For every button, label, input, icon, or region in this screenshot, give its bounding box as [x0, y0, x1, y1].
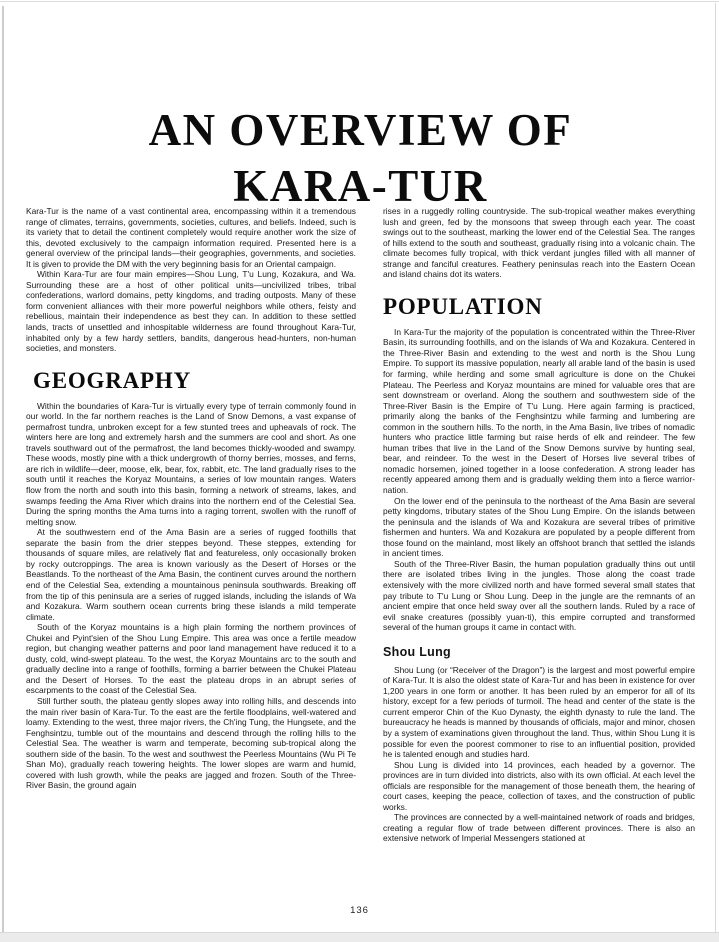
- geography-continuation-paragraph: rises in a ruggedly rolling countryside. The sub-tropical weather makes everything lush and green, fed by the monsoons that sweep through each year. The coast swings out to the southeast, marking the lower end of the Celestial Sea. The ranges of hills extend to the south and southeast, gradually rising into a volcanic chain. The climate becomes fully tropical, with thick verdant jungles filled with all manner of strange and fanciful creatures. Feathery peninsulas reach into the Eastern Ocean and island chains dot its waters.: [383, 206, 695, 280]
- shou-lung-paragraph: Shou Lung (or “Receiver of the Dragon”) is the largest and most powerful empire of Kara-Tur. It is also the oldest state of Kara-Tur and has been in existence for over 1,200 years in one form or another. It has been ruled by an emperor for all of its history, except for a few periods of turmoil. The head and center of the state is the current emperor Chin of the Kuo Dynasty, the eighth dynasty to rule the land. The bureaucracy he heads is manned by thousands of officials, major and minor, chosen by a system of examinations given throughout the land. Thus, within Shou Lung it is possible for even the poorest commoner to rise to an influential position, provided he is talented enough and studies hard.: [383, 664, 695, 760]
- shou-lung-paragraph: Shou Lung is divided into 14 provinces, each headed by a governor. The provinces are in turn divided into districts, also with its own official. At each level the officials are responsible for the management of those beneath them, the hearing of court cases, keeping the peace, collection of taxes, and the construction of public works.: [383, 759, 695, 812]
- page-edge-left: [2, 6, 4, 936]
- page-title-line1: AN OVERVIEW OF: [148, 105, 573, 156]
- shou-lung-heading: Shou Lung: [383, 644, 451, 659]
- intro-paragraph: Kara-Tur is the name of a vast continental area, encompassing within it a tremendous range of climates, terrains, governments, societies, cultures, and beliefs. Indeed, such is its variety that to detail the continent completely would require another work the size of this, devoted exclusively to the campaign information required. Presented here is a general overview of the principal lands—their geographies, governments, and societies. It is given to provide the DM with the very beginning basis for an Oriental campaign.: [26, 206, 356, 269]
- population-heading: POPULATION: [383, 293, 543, 319]
- geography-paragraph: South of the Koryaz mountains is a high plain forming the northern provinces of Chukei and Pyint'sien of the Shou Lung Empire. This area was once a fertile meadow region, but changing weather patterns and poor land management have reduced it to a dusty, cold, wind-swept plateau. To the west, the Koryaz Mountains arc to the south and gradually decline into a range of foothills, forming a barrier between the Chukei Plateau and the Desert of Horses. To the east the plateau drops in an abrupt series of escarpments to the coast of the Celestial Sea.: [26, 622, 356, 696]
- population-paragraph: South of the Three-River Basin, the human population gradually thins out until there are isolated tribes living in the jungles. Those along the coast trade extensively with the more civilized north and have formed several small states that pay tribute to T'u Lung or Shou Lung. Deep in the jungle are the remnants of an ancient empire that once held sway over all the southern lands. Ruled by a race of evil snake creatures (possibly yuan-ti), this empire corrupted and transformed several of the human groups it came in contact with.: [383, 558, 695, 633]
- right-column: [383, 206, 695, 844]
- page-number: 136: [350, 905, 369, 916]
- shou-lung-paragraph: The provinces are connected by a well-maintained network of roads and bridges, creating a regular flow of trade between different provinces. There is also an extensive network of Imperial Messengers stationed at: [383, 812, 695, 844]
- page-title-line2: KARA-TUR: [233, 161, 488, 212]
- page-edge-bottom: [0, 932, 719, 942]
- intro-paragraph: Within Kara-Tur are four main empires—Shou Lung, T'u Lung, Kozakura, and Wa. Surrounding these are a host of other political units—uncivilized tribes, tribal confederations, warlord domains, petty kingdoms, and trading outposts. Many of these form convenient alliances with their more powerful neighbors while others, feisty and rebellious, maintain their independence as best they can. In addition to these settled lands, tracts of unsettled and inhospitable wilderness are found throughout Kara-Tur, inhabited only by a few hardy settlers, bandits, dangerous head-hunters, non-human societies, and monsters.: [26, 269, 356, 354]
- page-edge-top: [0, 1, 719, 2]
- geography-paragraph: At the southwestern end of the Ama Basin are a series of rugged foothills that separate the basin from the drier steppes beyond. These steppes, extending for thousands of square miles, are relatively flat and featureless, only occasionally broken by rocky outcroppings. The area is known variously as the Desert of Horses or the Beastlands. To the northeast of the Ama Basin, the continent curves around the northern end of the Celestial Sea, extending a mountainous peninsula southwards. Breaking off from the tip of this peninsula are a series of rugged islands, including the islands of Wa and Kozakura. Warm southern ocean currents bring these islands a mild temperate climate.: [26, 527, 356, 622]
- geography-heading: GEOGRAPHY: [33, 367, 191, 393]
- population-paragraph: On the lower end of the peninsula to the northeast of the Ama Basin are several petty kingdoms, tributary states of the Shou Lung Empire. On the islands between the peninsula and the islands of Wa and Kozakura are several tribes of primitive fishermen and hunters. Wa and Kozakura are populated by a people different from those found on the mainland, most likely an offshoot branch that settled the islands in ancient times.: [383, 495, 695, 559]
- page-title: [26, 102, 695, 214]
- geography-paragraph: Still further south, the plateau gently slopes away into rolling hills, and descends into the main river basin of Kara-Tur. To the east are the fertile floodplains, well-watered and loamy. Extending to the west, three major rivers, the Ch'ing Tung, the Hungsete, and the Fenghsintzu, tumble out of the mountains and descend through the rolling hills to the Celestial Sea. The weather is warm and temperate, becoming sub-tropical along the southern side of the basin. To the west and southwest the Peerless Mountains (Wu Pi Te Shan Mo), gradually reach towering heights. The lower slopes are warm and humid, covered with lush growth, while the peaks are jagged and frozen. South of the Three-River Basin, the ground again: [26, 695, 356, 791]
- geography-paragraph: Within the boundaries of Kara-Tur is virtually every type of terrain commonly found in our world. In the far northern reaches is the Land of Snow Demons, a vast expanse of permafrost tundra, unbroken except for a few stunted trees and upheavals of rock. The winters here are long and extremely harsh and the summers are cool and short. As one travels southward out of the permafrost, the land becomes thickly-wooded and swampy. These woods, mostly pine with a thick undergrowth of thorny berries, mosses, and ferns, are rich in wildlife—deer, moose, elk, bear, fox, rabbit, etc. The land gradually rises to the south until it reaches the Koryaz Mountains, a series of low mountain ranges. Waters flow from the north and south into this basin, forming a network of streams, lakes, and swamps feeding the Ama River which drains into the northern end of the Celestial Sea. During the spring months the Ama turns into a raging torrent, swollen with the runoff of melting snow.: [26, 400, 356, 527]
- page-edge-right: [715, 3, 716, 933]
- left-column: [26, 206, 356, 844]
- population-paragraph: In Kara-Tur the majority of the population is concentrated within the Three-River Basin, its surrounding foothills, and on the islands of Wa and Kozakura. Centered in the Three-River Basin and extending to the west and north is the Shou Lung Empire. To support its massive population, nearly all arable land of the basin is used for farming, while herding and some small agriculture is done on the Chukei Plateau. The Peerless and Koryaz mountains are mined for valuable ores that are sent downstream or overland. Along the southern and southwestern side of the Three-River Basin is the Empire of T'u Lung. Here again farming is practiced, primarily along the banks of the Fenghsintzu while farming and lumbering are common in the southern hills. To the north, in the Ama Basin, live tribes of nomadic hunters who practice little farming but raise herds of elk and reindeer. The few human tribes that live in the Land of the Snow Demons survive by hunting seal, bear, and reindeer. To the west in the Desert of Horses live several tribes of nomadic horsemen, joined together in a loose confederation. A strong leader has recently appeared among them and is gradually welding them into a fierce warrior-nation.: [383, 326, 695, 496]
- body-columns: [26, 206, 695, 844]
